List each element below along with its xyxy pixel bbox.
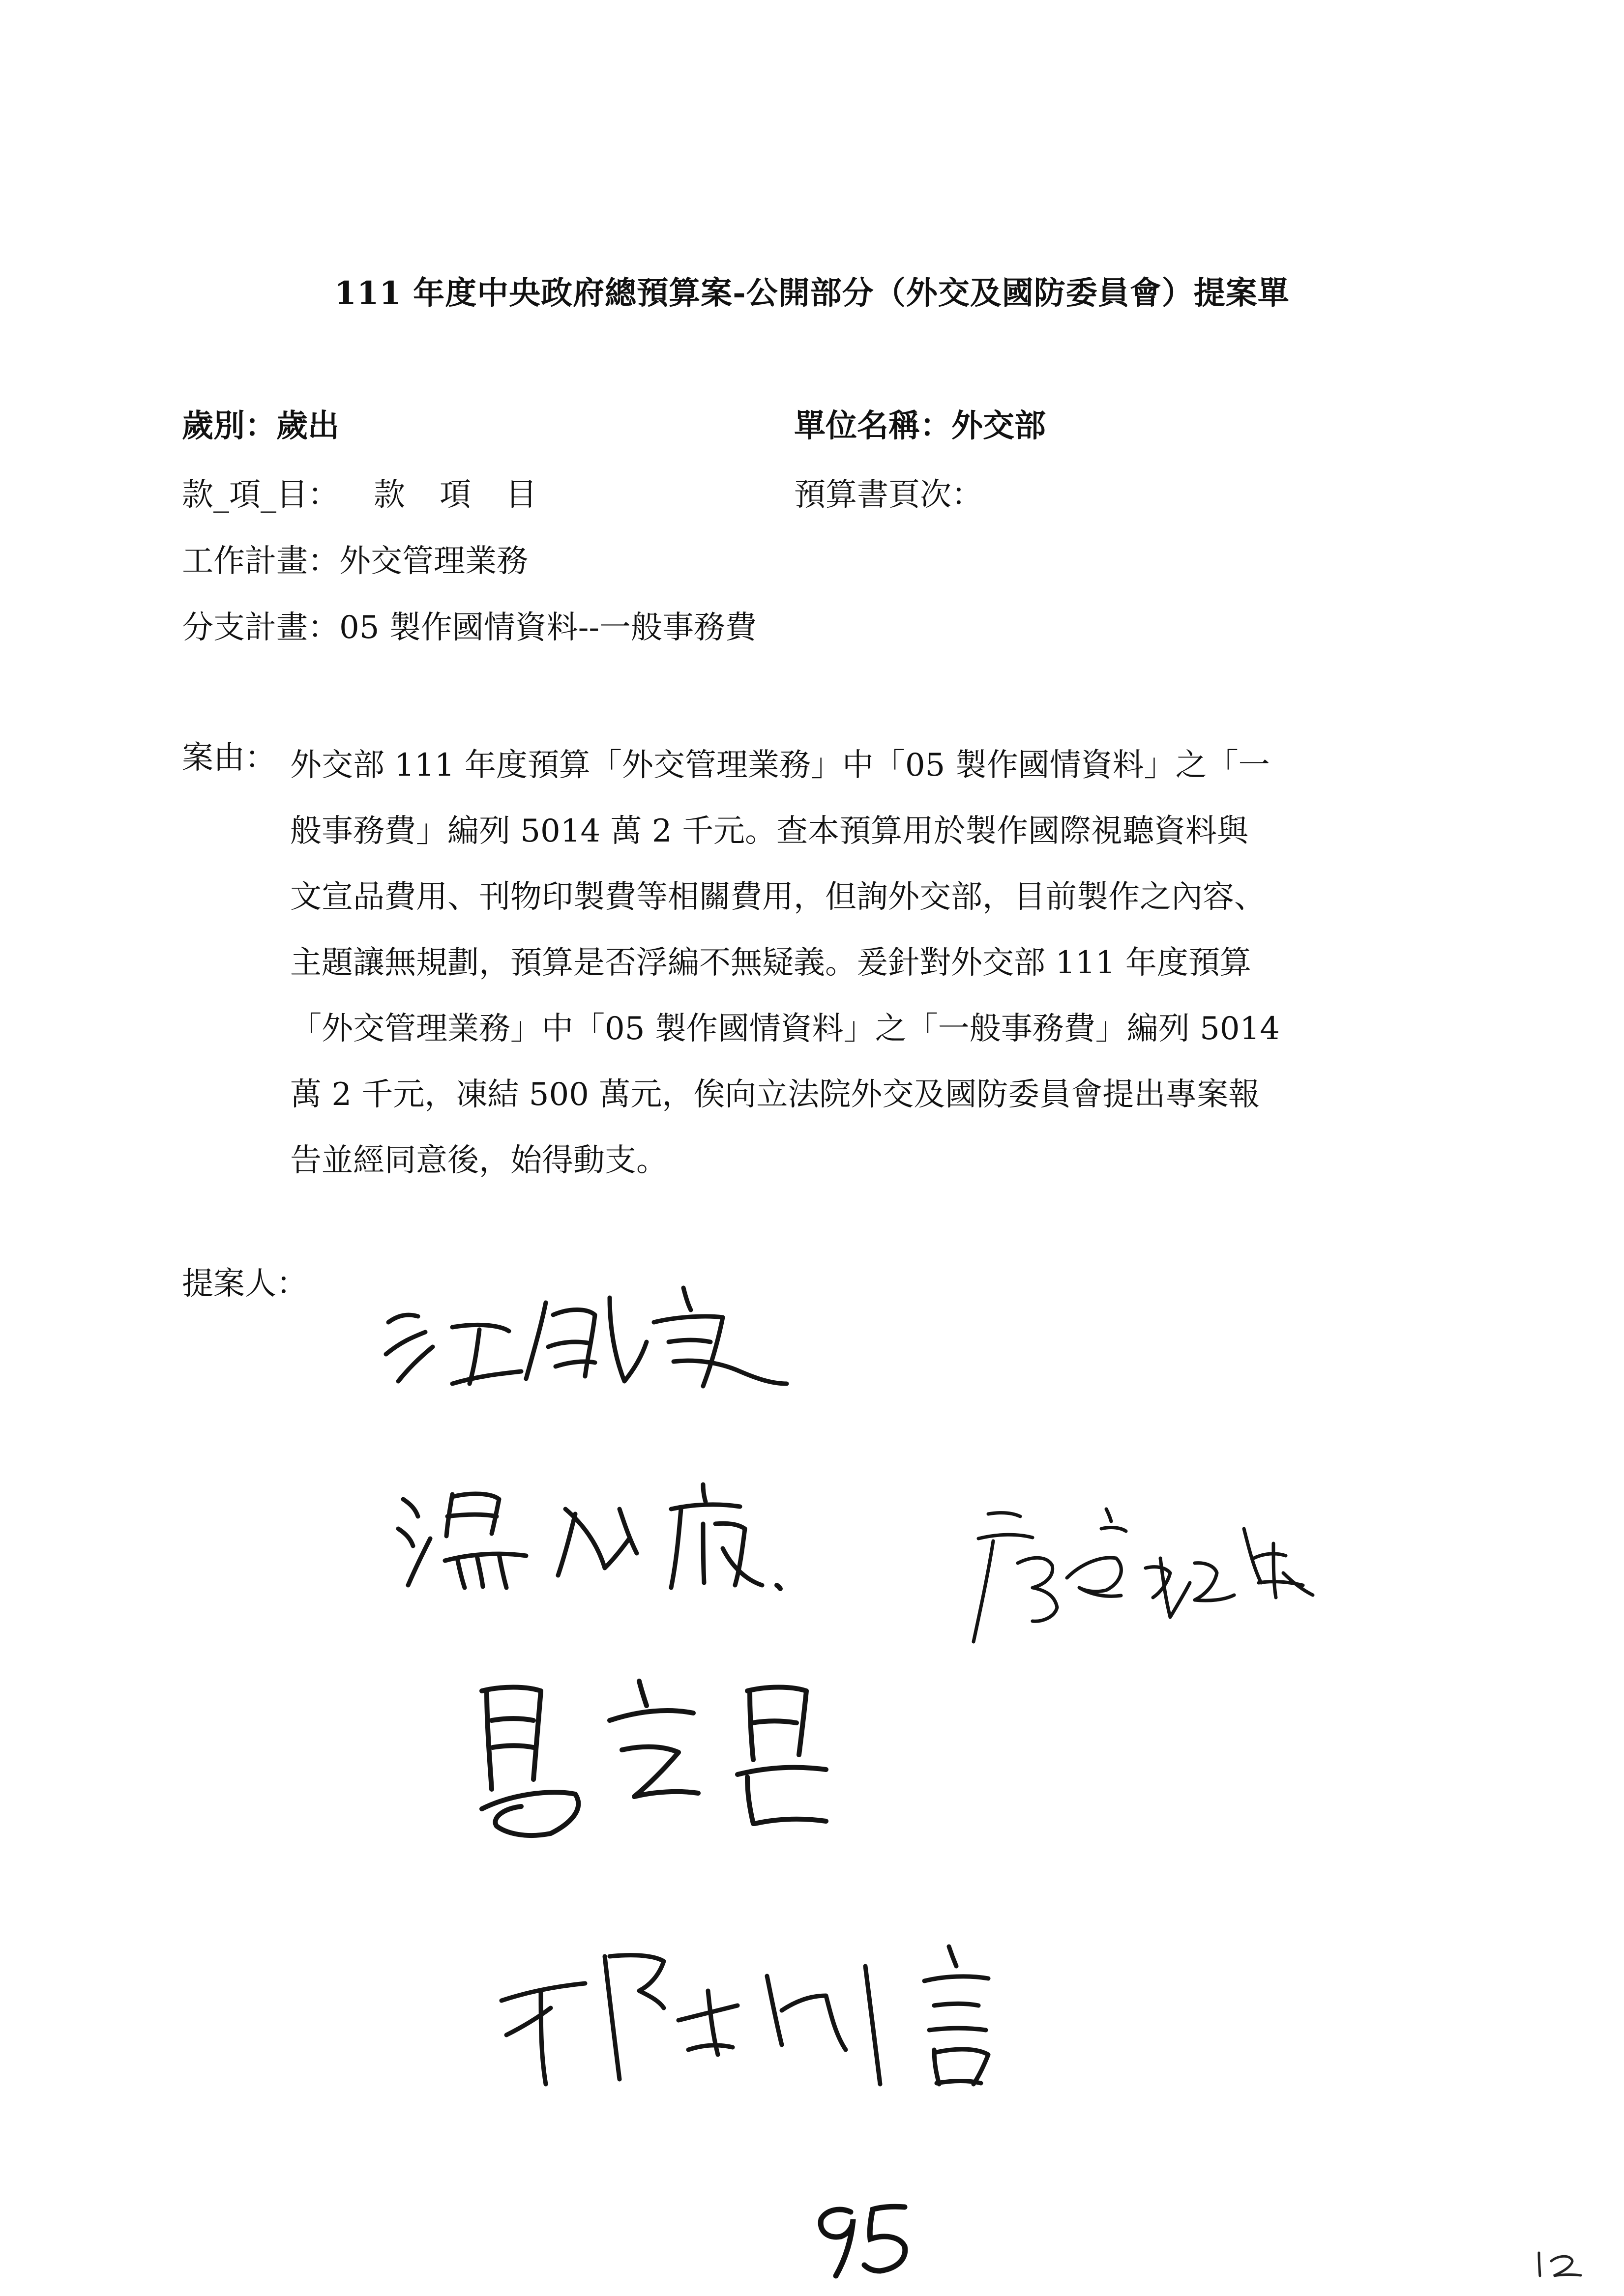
category-value: 歲出 [276, 407, 339, 444]
page-ref-field [794, 469, 983, 515]
page-ref-label: 預算書頁次： [794, 477, 983, 513]
category-field [182, 401, 339, 446]
unit-field [794, 401, 1046, 446]
handwritten-page-number [806, 2192, 924, 2283]
case-body [290, 732, 1441, 1193]
item-word-xiang: 項 [440, 477, 471, 513]
case-label: 案由： [182, 740, 276, 776]
item-word-kuan: 款 [374, 477, 405, 513]
case-line: 主題讓無規劃，預算是否浮編不無疑義。爰針對外交部 111 年度預算 [290, 945, 1251, 981]
unit-value: 外交部 [951, 407, 1046, 444]
document-title: 111 年度中央政府總預算案-公開部分（外交及國防委員會）提案單 [334, 275, 1290, 312]
work-plan-field: 工作計畫：外交管理業務 [182, 543, 528, 580]
unit-label: 單位名稱： [794, 407, 951, 444]
case-line: 萬 2 千元，凍結 500 萬元，俟向立法院外交及國防委員會提出專案報 [290, 1076, 1260, 1113]
item-field [182, 469, 537, 515]
case-line: 般事務費」編列 5014 萬 2 千元。查本預算用於製作國際視聽資料與 [290, 813, 1248, 849]
signature-2 [388, 1470, 880, 1598]
signature-5 [492, 1927, 1082, 2094]
proposer-label: 提案人： [182, 1266, 308, 1302]
item-label: 款_項_目： [182, 477, 339, 513]
signature-4 [452, 1661, 856, 1848]
item-word-mu: 目 [505, 477, 537, 513]
signature-1 [379, 1268, 821, 1396]
sub-plan-field: 分支計畫：05 製作國情資料--一般事務費 [182, 610, 757, 646]
case-line: 文宣品費用、刊物印製費等相關費用，但詢外交部，目前製作之內容、 [290, 879, 1266, 915]
category-label: 歲別： [182, 407, 276, 444]
signature-3 [959, 1499, 1332, 1657]
corner-page-number [1529, 2249, 1583, 2280]
case-line: 外交部 111 年度預算「外交管理業務」中「05 製作國情資料」之「一 [290, 747, 1270, 784]
case-line: 「外交管理業務」中「05 製作國情資料」之「一般事務費」編列 5014 [290, 1011, 1280, 1047]
case-line: 告並經同意後，始得動支。 [290, 1142, 668, 1179]
